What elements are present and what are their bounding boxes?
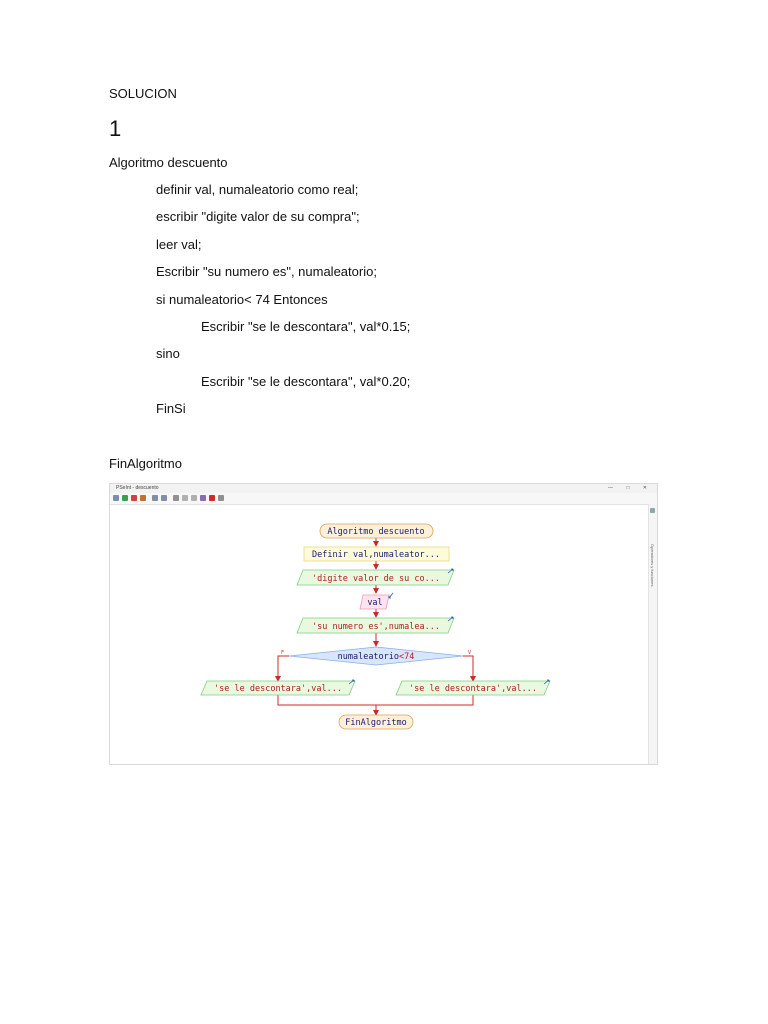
flow-decision-node: numaleatorio<74: [337, 652, 415, 662]
false-branch-label: F: [281, 650, 285, 656]
flow-write-prompt-node: 'digite valor de su co...: [312, 574, 440, 584]
code-line-if: si numaleatorio< 74 Entonces: [156, 292, 328, 307]
flow-left-output-node: 'se le descontara',val...: [214, 684, 342, 694]
flow-end-node: FinAlgoritmo: [345, 718, 407, 728]
code-line-write-prompt: escribir "digite valor de su compra";: [156, 209, 360, 224]
algorithm-end-line: FinAlgoritmo: [109, 456, 182, 471]
code-line-discount-15: Escribir "se le descontara", val*0.15;: [201, 319, 411, 334]
true-branch-label: V: [468, 650, 472, 656]
flow-right-output-node: 'se le descontara',val...: [409, 684, 537, 694]
flow-read-node: val: [367, 598, 383, 608]
window-controls: — □ ✕: [608, 485, 653, 491]
code-line-discount-20: Escribir "se le descontara", val*0.20;: [201, 374, 411, 389]
flowchart: [110, 484, 658, 765]
flow-write-number-node: 'su numero es',numalea...: [312, 622, 440, 632]
code-line-else: sino: [156, 346, 180, 361]
code-line-read: leer val;: [156, 237, 202, 252]
code-line-endif: FinSi: [156, 401, 186, 416]
code-line-define: definir val, numaleatorio como real;: [156, 182, 359, 197]
side-panel-label: Operadores y funciones: [650, 544, 655, 587]
flow-define-node: Definir val,numaleator...: [312, 550, 440, 560]
algorithm-start-line: Algoritmo descuento: [109, 155, 228, 170]
pseint-screenshot: [109, 483, 658, 765]
input-arrow-icon: [389, 593, 393, 598]
solution-heading: SOLUCION: [109, 86, 177, 101]
code-line-write-number: Escribir "su numero es", numaleatorio;: [156, 264, 377, 279]
flow-start-node: Algoritmo descuento: [327, 527, 425, 537]
window-title: PSeInt - descuento: [116, 485, 159, 491]
exercise-number: 1: [109, 116, 122, 141]
